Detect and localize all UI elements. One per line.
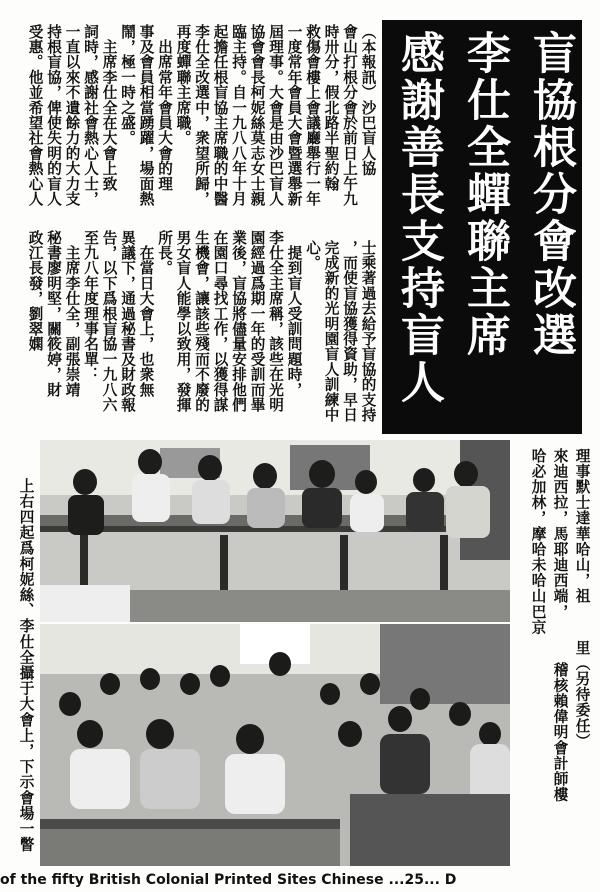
article-column: 會山打根分會於前日上午九 <box>341 24 359 207</box>
caption-column: 里（另待委任） <box>573 640 591 750</box>
article-column: 主席李仕全在大會上致 <box>100 24 118 192</box>
article-column: （本報訊）沙巴盲人協 <box>359 24 377 176</box>
article-column: 屆理事。大會是由沙巴盲人 <box>267 24 285 207</box>
headline-box <box>382 20 582 434</box>
article-column: 生機會，讓該些殘而不廢的 <box>193 230 211 413</box>
caption-column: 理事默士達華哈山，祖 <box>573 448 591 604</box>
article-column: 李仕全改選中，衆望所歸， <box>193 24 211 207</box>
article-column: 持根盲協，俾使失明的盲人 <box>45 24 63 207</box>
meeting-photo-bottom <box>40 624 510 866</box>
article-column: 在當日大會上，也衆無 <box>137 230 155 398</box>
article-column: 出席常年會員大會的理 <box>156 24 174 192</box>
headline-line-3: 感謝善長支持盲人 <box>393 30 444 406</box>
meeting-photo-bottom-image <box>40 624 510 866</box>
article-column: 再度蟬聯主席職。 <box>174 24 192 146</box>
article-column: 鬧，極一時之盛。 <box>119 24 137 146</box>
meeting-photo-top <box>40 440 510 622</box>
article-column: 業後，盲協將儘量安排他們 <box>230 230 248 413</box>
article-column: 所長。 <box>156 230 174 276</box>
article-column: 救傷會樓上會議廳舉行一年 <box>304 24 322 207</box>
article-column: 起擔任根盲協主席職的中醫 <box>211 24 229 207</box>
article-column: 完成新的光明園盲人訓練中 <box>322 240 340 423</box>
article-column: 在園口尋找工作，以獲得謀 <box>211 230 229 413</box>
article-column: 至九八年度理事名單： <box>82 230 100 382</box>
article-column: 士乘著過去給予盲協的支持 <box>359 240 377 423</box>
meeting-photo-top-image <box>40 440 510 622</box>
article-column: 男女盲人能學以致用，發揮 <box>174 230 192 413</box>
article-column: 告，以下爲根盲協一九八六 <box>100 230 118 413</box>
article-column: 主席李仕全，副張崇靖 <box>63 230 81 398</box>
article-column: 臨主持。自一九八八年十月 <box>230 24 248 207</box>
article-column: 受惠。他並希望社會熱心人 <box>26 24 44 207</box>
photo-caption-left: 上右四起爲柯妮絲、李仕全攝于大會上，下示會場一瞥 <box>17 478 35 853</box>
article-column: 事及會員相當踴躍，場面熱 <box>137 24 155 207</box>
bottom-cutoff-text: of the fifty British Colonial Printed Sites Chinese ...25... D <box>0 872 457 888</box>
caption-column: 稽核賴偉明會計師樓 <box>551 662 569 803</box>
article-column: 政江長發，劉翠嫻 <box>26 230 44 352</box>
headline-line-2: 李仕全蟬聯主席 <box>459 30 510 359</box>
article-column: 秘書廖明堅，關筱婷，財 <box>45 230 63 398</box>
article-column: 提到盲人受訓問題時， <box>285 230 303 398</box>
article-column: 心。 <box>304 240 322 271</box>
article-column: 李仕全主席稱，該些在光明 <box>267 230 285 413</box>
caption-column: 哈必加林，摩哈未哈山巴京 <box>529 448 547 636</box>
article-column: 一度常年會員大會暨選舉新 <box>285 24 303 207</box>
article-column: 詞時，感謝社會熱心人士， <box>82 24 100 207</box>
article-column: 異議下，通過秘書及財政報 <box>119 230 137 413</box>
article-column: 時卅分，假北路半聖約翰 <box>322 24 340 192</box>
article-column: 協會會長柯妮絲莫志女士親 <box>248 24 266 207</box>
article-column: 一直以來不遺餘力的大力支 <box>63 24 81 207</box>
headline-line-1: 盲協根分會改選 <box>525 30 576 359</box>
article-column: ，而使盲協獲得資助，早日 <box>341 240 359 423</box>
caption-column: 來迪西拉，馬耶迪西端， <box>551 448 569 620</box>
article-column: 園經過爲期一年的受訓而畢 <box>248 230 266 413</box>
